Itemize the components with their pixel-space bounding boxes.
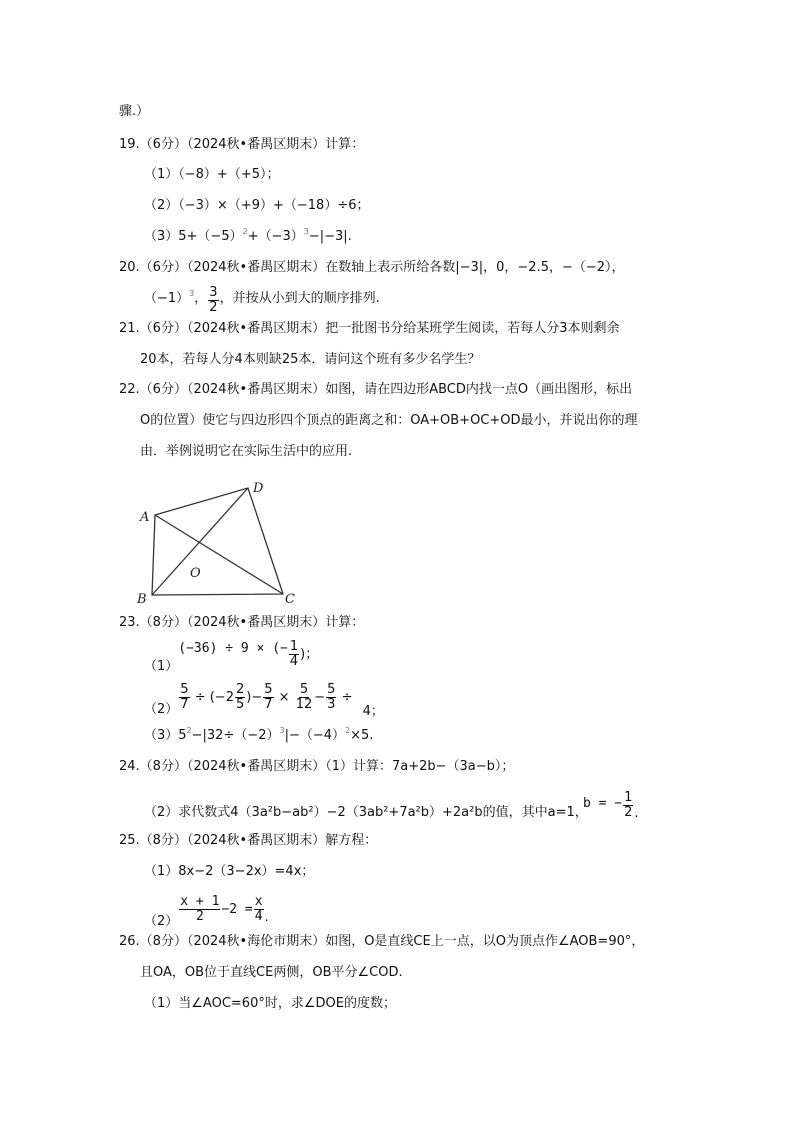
- fraction: [254, 895, 264, 924]
- denominator: 5: [235, 697, 245, 712]
- denominator: 7: [264, 697, 273, 712]
- numerator: 1: [624, 790, 633, 805]
- text: −: [314, 690, 326, 705]
- denominator: 7: [180, 697, 189, 712]
- q23-part3: [144, 728, 373, 744]
- q25-part1: （1）8x−2（3−2x）=4x；: [144, 864, 315, 879]
- label-c: C: [285, 592, 295, 607]
- text: )−: [246, 690, 263, 705]
- exponent: 3: [189, 289, 195, 298]
- numerator: 5: [180, 682, 189, 697]
- label-o: O: [190, 566, 201, 581]
- text: ，并按从小到大的顺序排列.: [219, 291, 380, 306]
- q24-part2: （2）求代数式4（3a²b−ab²）−2（3ab²+7a²b）+2a²b的值，其中a=1，: [144, 805, 588, 820]
- denominator: 2: [195, 909, 204, 924]
- denominator: 4: [289, 654, 299, 669]
- numerator: 5: [327, 682, 336, 697]
- fraction: [208, 286, 218, 315]
- text: b = −: [583, 796, 623, 811]
- q22-line3: 由．举例说明它在实际生活中的应用.: [140, 444, 353, 459]
- text: ×: [278, 690, 290, 705]
- text: ×5.: [350, 728, 374, 743]
- segment-ac: [155, 515, 283, 594]
- part-label: （1）: [144, 659, 179, 674]
- label-a: A: [140, 510, 150, 525]
- exponent: 3: [303, 227, 309, 236]
- question-21-head: 21.（6分）（2024秋•番禺区期末）把一批图书分给某班学生阅读，若每人分3本则剩余: [119, 321, 620, 336]
- question-24-head: 24.（8分）（2024秋•番禺区期末）（1）计算：7a+2b−（3a−b）；: [119, 759, 515, 774]
- text: −|32÷（−2）: [191, 728, 280, 743]
- text: 4；: [362, 704, 384, 719]
- fraction: [326, 683, 336, 712]
- fraction: [289, 640, 299, 669]
- question-19-head: 19.（6分）（2024秋•番禺区期末）计算：: [119, 137, 365, 152]
- numerator: 3: [209, 285, 218, 300]
- fraction: [179, 683, 189, 712]
- q20-line2: [144, 284, 380, 315]
- question-20-head: 20.（6分）（2024秋•番禺区期末）在数轴上表示所给各数|−3|，0，−2.5，−（−2），: [119, 260, 625, 275]
- text: |−（−4）: [284, 728, 346, 743]
- text: （−1）: [144, 291, 190, 306]
- numerator: x + 1: [180, 894, 220, 909]
- denominator: 12: [295, 697, 313, 712]
- exponent: 2: [345, 726, 351, 735]
- q19-part2: （2）（−3）×（+9）+（−18）÷6；: [144, 198, 370, 213]
- text: +（−3）: [247, 229, 304, 244]
- q22-line2: O的位置）使它与四边形四个顶点的距离之和：OA+OB+OC+OD最小，并说出你的理: [140, 413, 638, 428]
- q21-line2: 20本，若每人分4本则缺25本．请问这个班有多少名学生？: [140, 352, 481, 367]
- text: −|−3|.: [308, 229, 352, 244]
- text: .: [264, 910, 269, 925]
- denominator: 3: [327, 697, 336, 712]
- q26-line2: 且OA，OB位于直线CE两侧，OB平分∠COD.: [140, 965, 403, 980]
- label-d: D: [253, 481, 264, 496]
- fraction: [235, 683, 245, 712]
- text: ÷ (−2: [194, 690, 234, 705]
- part-label: （2）: [144, 702, 179, 717]
- fraction: [263, 683, 273, 712]
- question-22-head: 22.（6分）（2024秋•番禺区期末）如图，请在四边形ABCD内找一点O（画出图形，标出: [119, 382, 633, 397]
- denominator: 2: [209, 300, 218, 315]
- numerator: 1: [289, 639, 299, 654]
- text: )；: [300, 647, 319, 662]
- fraction: [295, 683, 314, 712]
- q26-part1: （1）当∠AOC=60°时，求∠DOE的度数；: [144, 996, 396, 1011]
- numerator: 5: [299, 682, 309, 697]
- numerator: 5: [264, 682, 273, 697]
- quadrilateral-abcd: [152, 488, 283, 595]
- text: ，: [194, 291, 208, 306]
- question-26-head: 26.（8分）（2024秋•海伦市期末）如图，O是直线CE上一点，以O为顶点作∠AOB=90°，: [119, 934, 645, 949]
- text: −2 =: [221, 902, 253, 917]
- q19-part3: [144, 229, 352, 245]
- exponent: 3: [279, 726, 285, 735]
- q19-part1: （1）（−8）+（+5）；: [144, 167, 280, 182]
- exponent: 2: [242, 227, 248, 236]
- fraction: [179, 895, 220, 924]
- exponent: 2: [186, 726, 192, 735]
- denominator: 4: [254, 909, 263, 924]
- part-label: （2）: [144, 914, 179, 929]
- question-23-head: 23.（8分）（2024秋•番禺区期末）计算：: [119, 615, 365, 630]
- text: ÷: [341, 690, 353, 705]
- numerator: 2: [235, 682, 245, 697]
- q23-part1: [144, 640, 318, 675]
- previous-question-tail: 骤.）: [119, 104, 150, 119]
- denominator: 2: [624, 805, 633, 820]
- q24-b-value: [583, 791, 639, 822]
- text: .: [634, 806, 639, 821]
- fraction: [623, 791, 633, 820]
- quadrilateral-figure: [130, 475, 310, 610]
- label-b: B: [137, 592, 147, 607]
- text: （3）5+（−5）: [144, 229, 243, 244]
- text: （3）5: [144, 728, 187, 743]
- q23-part2: [144, 683, 384, 720]
- numerator: x: [254, 894, 263, 909]
- text: (−36) ÷ 9 × (−: [178, 641, 288, 656]
- q25-part2: [144, 895, 269, 930]
- question-25-head: 25.（8分）（2024秋•番禺区期末）解方程：: [119, 833, 378, 848]
